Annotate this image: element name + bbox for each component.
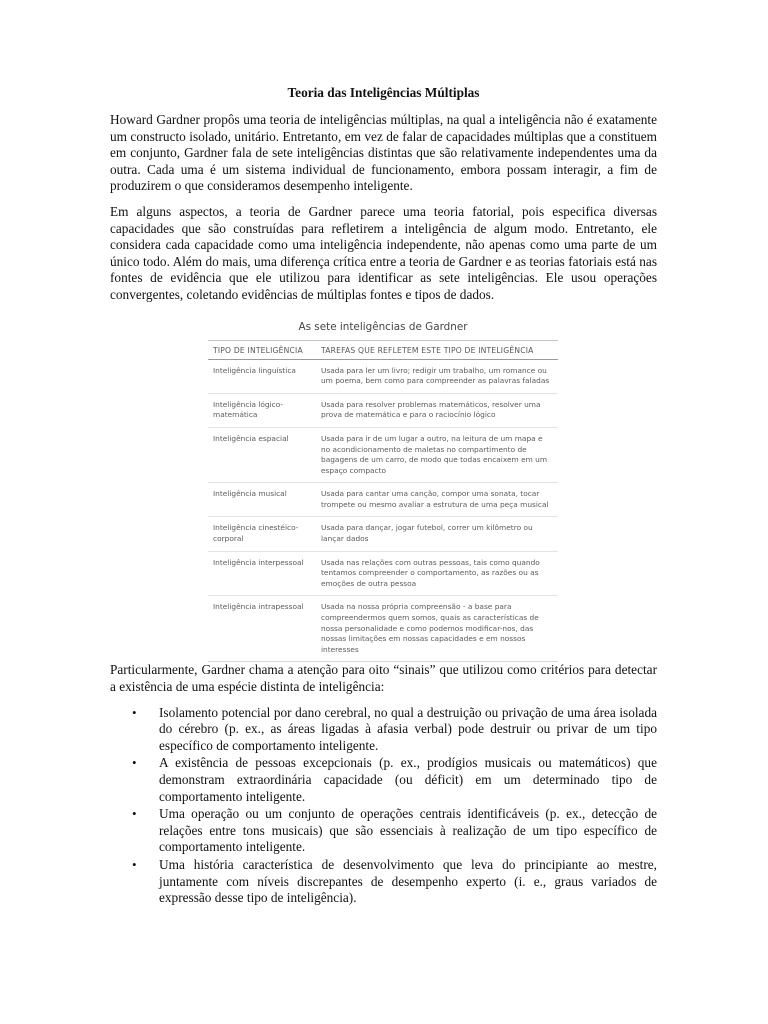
table-row bbox=[208, 394, 558, 428]
table-row bbox=[208, 552, 558, 597]
row-type: Inteligência cinestéico-corporal bbox=[213, 523, 299, 544]
criterion-text: Uma operação ou um conjunto de operações centrais identificáveis (p. ex., detecção de relações entre tons musicais) que são essenciais à realização de um tipo específico de comportamento inteligente. bbox=[159, 806, 657, 855]
criteria-list bbox=[110, 705, 657, 907]
row-type: Inteligência interpessoal bbox=[213, 557, 304, 567]
table-row bbox=[208, 360, 558, 394]
list-item bbox=[110, 755, 657, 805]
row-tasks: Usada para cantar uma canção, compor uma sonata, tocar trompete ou mesmo avaliar a estrutura de uma peça musical bbox=[321, 489, 549, 509]
row-type: Inteligência intrapessoal bbox=[213, 602, 304, 612]
bullet-icon: • bbox=[132, 856, 137, 872]
paragraph-intro: Howard Gardner propôs uma teoria de inteligências múltiplas, na qual a inteligência não é exatamente um constructo isolado, unitário. Entretanto, em vez de falar de capacidades múltiplas que a constituem em conjunto, Gardner fala de sete inteligências distintas que são relativamente independentes uma da outra. Cada uma é um sistema individual de funcionamento, embora possam interagir, a fim de produzirem o que consideramos desempenho inteligente. bbox=[110, 112, 657, 194]
row-tasks: Usada nas relações com outras pessoas, tais como quando tentamos compreender o comportamento, as razões ou as emoções de outra pessoa bbox=[321, 557, 540, 588]
table-row bbox=[208, 596, 558, 662]
bullet-icon: • bbox=[132, 806, 137, 822]
row-tasks: Usada na nossa própria compreensão - a base para compreendermos quem somos, quais as características de nossa personalidade e como podemos modificar-nos, das nossas limitações em nossas capacidades e em nossos interesses bbox=[321, 602, 539, 654]
table-header bbox=[208, 341, 558, 360]
row-tasks: Usada para resolver problemas matemáticos, resolver uma prova de matemática e para o raciocínio lógico bbox=[321, 399, 541, 420]
criterion-text: A existência de pessoas excepcionais (p. ex., prodígios musicais ou matemáticos) que demonstram extraordinária capacidade (ou déficit) em um determinado tipo de comportamento inteligente. bbox=[159, 755, 657, 804]
figure-title: As sete inteligências de Gardner bbox=[208, 321, 558, 341]
paragraph-factorial: Em alguns aspectos, a teoria de Gardner parece uma teoria fatorial, pois especifica diversas capacidades que são construídas para refletirem a inteligência de algum modo. Entretanto, ele considera cada capacidade como uma inteligência independente, não apenas como uma parte de um único todo. Além do mais, uma diferença crítica entre a teoria de Gardner e as teorias fatoriais está nas fontes de evidência que ele utilizou para identificar as sete inteligências. Ele usou operações convergentes, coletando evidências de múltiplas fontes e tipos de dados. bbox=[110, 203, 657, 302]
header-tasks: TAREFAS QUE REFLETEM ESTE TIPO DE INTELIGÊNCIA bbox=[321, 345, 534, 355]
table-row bbox=[208, 483, 558, 517]
list-item bbox=[110, 806, 657, 856]
row-tasks: Usada para ir de um lugar a outro, na leitura de um mapa e no acondicionamento de maletas no compartimento de bagagens de um carro, de modo que todas encaixem em um espaço compacto bbox=[321, 433, 548, 475]
table-row bbox=[208, 428, 558, 483]
paragraph-signals: Particularmente, Gardner chama a atenção para oito “sinais” que utilizou como critérios para detectar a existência de uma espécie distinta de inteligência: bbox=[110, 662, 657, 694]
bullet-icon: • bbox=[132, 755, 137, 771]
row-type: Inteligência lógico-matemática bbox=[213, 399, 284, 420]
list-item bbox=[110, 705, 657, 755]
row-tasks: Usada para ler um livro; redigir um trabalho, um romance ou um poema, bem como para compreender as palavras faladas bbox=[321, 365, 550, 386]
intelligences-table-figure bbox=[208, 321, 558, 663]
row-type: Inteligência musical bbox=[213, 489, 287, 499]
criterion-text: Uma história característica de desenvolvimento que leva do principiante ao mestre, juntamente com níveis discrepantes de desempenho experto (i. e., graus variados de expressão desse tipo de inteligência). bbox=[159, 856, 657, 906]
header-type: TIPO DE INTELIGÊNCIA bbox=[213, 345, 303, 355]
criterion-text: Isolamento potencial por dano cerebral, no qual a destruição ou privação de uma área isolada do cérebro (p. ex., as áreas ligadas à afasia verbal) pode destruir ou privar de um tipo específico de comportamento inteligente. bbox=[159, 704, 657, 753]
row-tasks: Usada para dançar, jogar futebol, correr um kilômetro ou lançar dados bbox=[321, 523, 533, 544]
table-row bbox=[208, 517, 558, 551]
document-title: Teoria das Inteligências Múltiplas bbox=[287, 85, 480, 100]
list-item bbox=[110, 857, 657, 907]
bullet-icon: • bbox=[132, 704, 137, 720]
row-type: Inteligência linguística bbox=[213, 365, 296, 375]
row-type: Inteligência espacial bbox=[213, 433, 289, 443]
